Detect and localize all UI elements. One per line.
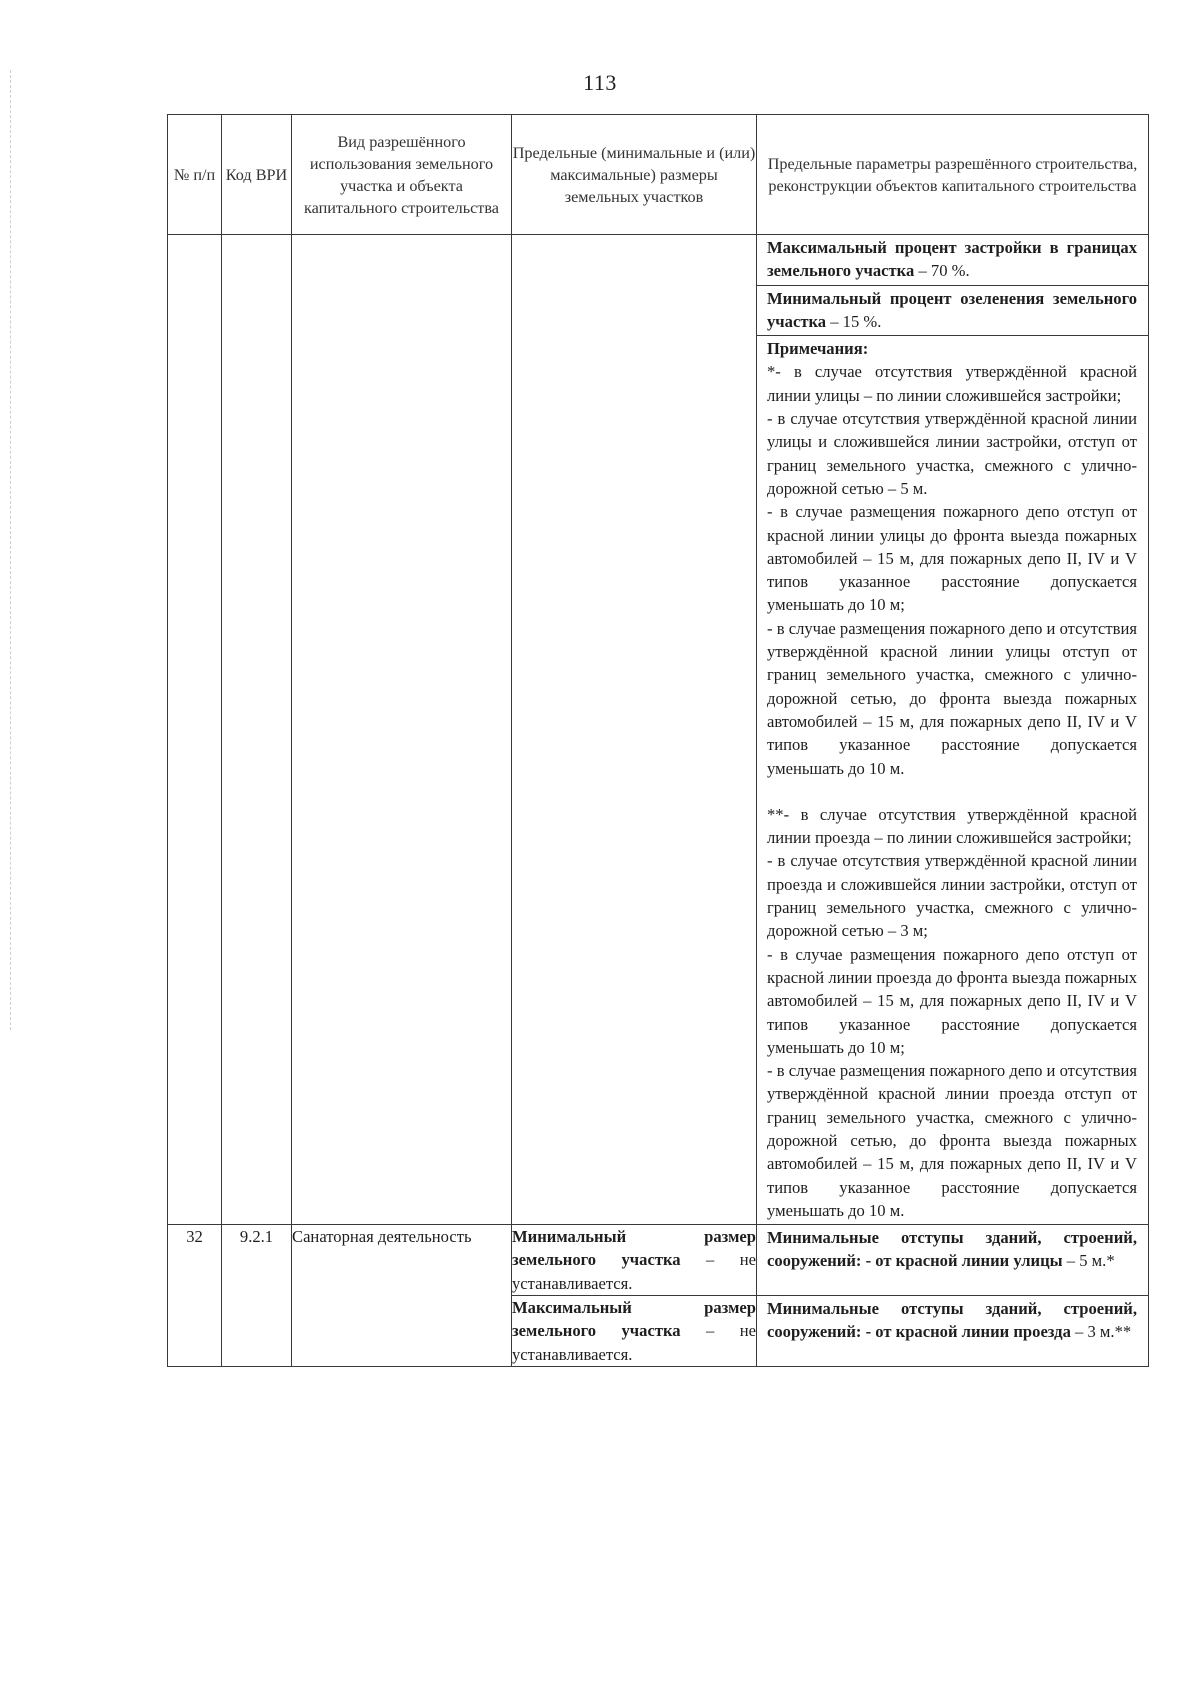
cont-num-cell: [168, 235, 222, 1225]
header-params: Предельные параметры разрешённого строительства, реконструкции объектов капитального строительства: [757, 115, 1149, 235]
min-green-value: – 15 %.: [826, 311, 882, 331]
note-item: - в случае размещения пожарного депо и отсутствия утверждённой красной линии улицы отступ от границ земельного участка, смежного с улично-дорожной сетью, до фронта выезда пожарных автомобилей – 15 м, для пожарных депо II, IV и V типов указанное расстояние допускается уменьшать до 10 м.: [767, 618, 1137, 778]
row32-offset-passage-cell: [757, 1296, 1149, 1367]
row32-offset-passage-value: – 3 м.**: [1070, 1322, 1132, 1342]
row32-offset-passage-label: Минимальные отступы зданий, строений, сооружений: - от красной линии проезда: [767, 1299, 1137, 1342]
max-build-percent-cell: [757, 235, 1149, 286]
row32-min-size-cell: [512, 1225, 757, 1296]
header-code: Код ВРИ: [222, 115, 292, 235]
page-number: 113: [583, 70, 617, 95]
note-item: - в случае отсутствия утверждённой красной линии проезда и сложившейся линии застройки, отступ от границ земельного участка, смежного с улично-дорожной сетью – 3 м;: [767, 851, 1137, 941]
cont-code-cell: [222, 235, 292, 1225]
max-build-label: Максимальный процент застройки в границах земельного участка: [767, 238, 1137, 281]
note-item: **- в случае отсутствия утверждённой красной линии проезда – по линии сложившейся застройки;: [767, 804, 1137, 848]
row32-offset-street-label: Минимальные отступы зданий, строений, сооружений: - от красной линии улицы: [767, 1228, 1137, 1271]
row32-offset-street-value: – 5 м.*: [1062, 1251, 1115, 1271]
table-header-row: [168, 115, 1149, 235]
cont-sizes-cell: [512, 235, 757, 1225]
cont-use-cell: [292, 235, 512, 1225]
min-green-label: Минимальный процент озеленения земельного участка: [767, 288, 1137, 331]
header-use: Вид разрешённого использования земельного участка и объекта капитального строительства: [292, 115, 512, 235]
scan-margin-line: [10, 70, 12, 1030]
row32-min-size-label: Минимальный размер земельного участка: [512, 1227, 756, 1270]
notes-cell: [757, 336, 1149, 1225]
row32-max-size-cell: [512, 1296, 757, 1367]
note-item: - в случае отсутствия утверждённой красной линии улицы и сложившейся линии застройки, отступ от границ земельного участка, смежного с улично-дорожной сетью – 5 м.: [767, 409, 1137, 498]
row32-num: 32: [168, 1225, 222, 1367]
max-build-value: – 70 %.: [914, 261, 970, 281]
row32-code: 9.2.1: [222, 1225, 292, 1367]
row32-max-size-value: – не устанавливается.: [512, 1321, 756, 1364]
table-row: [168, 1225, 1149, 1296]
note-item: *- в случае отсутствия утверждённой красной линии улицы – по линии сложившейся застройки;: [767, 362, 1137, 405]
regulations-table: [167, 114, 1149, 1367]
note-item: - в случае размещения пожарного депо отступ от красной линии проезда до фронта выезда пожарных автомобилей – 15 м, для пожарных депо II, IV и V типов указанное расстояние допускается уменьшать до 10 м;: [767, 944, 1137, 1057]
header-sizes: Предельные (минимальные и (или) максимальные) размеры земельных участков: [512, 115, 757, 235]
row32-min-size-value: – не устанавливается.: [512, 1250, 756, 1293]
note-item: - в случае размещения пожарного депо и отсутствия утверждённой красной линии проезда отступ от границ земельного участка, смежного с улично-дорожной сетью, до фронта выезда пожарных автомобилей – 15 м, для пожарных депо II, IV и V типов указанное расстояние допускается уменьшать до 10 м.: [767, 1061, 1137, 1220]
notes-title: Примечания:: [767, 339, 869, 359]
table-row: [168, 235, 1149, 286]
row32-use: Санаторная деятельность: [292, 1225, 512, 1367]
header-num: № п/п: [168, 115, 222, 235]
note-item: - в случае размещения пожарного депо отступ от красной линии улицы до фронта выезда пожарных автомобилей – 15 м, для пожарных депо II, IV и V типов указанное расстояние допускается уменьшать до 10 м;: [767, 502, 1137, 615]
row32-max-size-label: Максимальный размер земельного участка: [512, 1298, 756, 1341]
min-green-percent-cell: [757, 285, 1149, 336]
row32-offset-street-cell: [757, 1225, 1149, 1296]
